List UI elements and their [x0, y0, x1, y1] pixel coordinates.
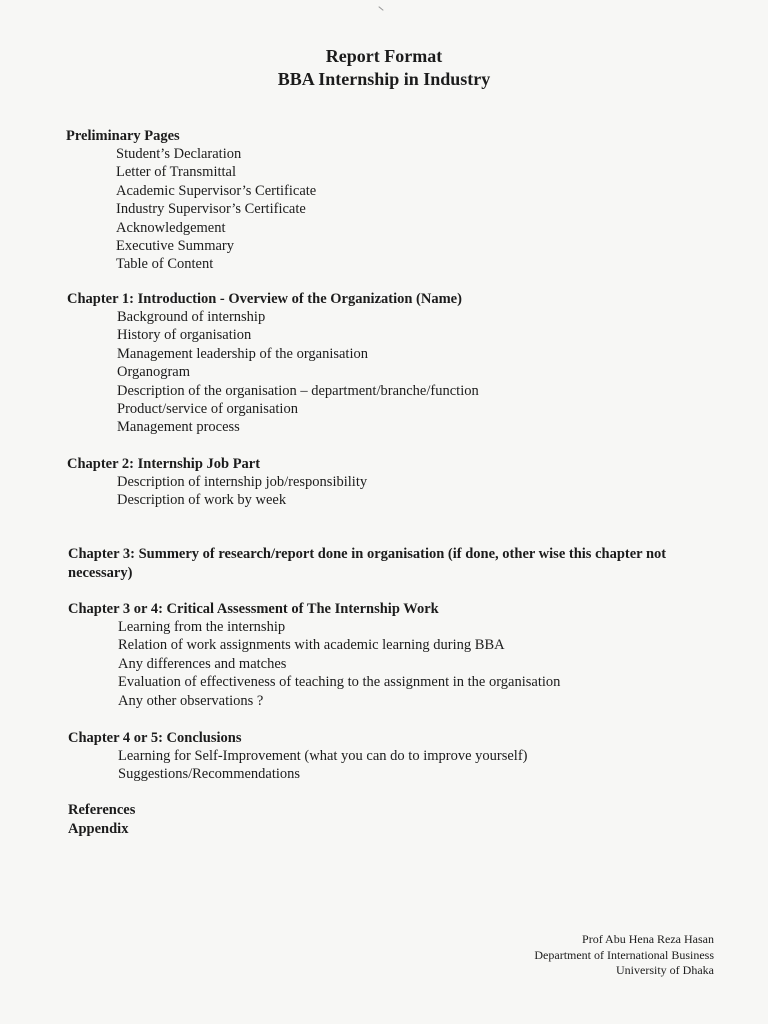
list-item: Learning from the internship [118, 619, 286, 635]
section-heading: Preliminary Pages [66, 128, 180, 144]
section-references [0, 801, 768, 819]
section-heading: Chapter 4 or 5: Conclusions [68, 730, 242, 746]
section-item-list [117, 473, 768, 510]
list-item: History of organisation [117, 327, 252, 344]
list-item: Table of Content [116, 256, 214, 273]
list-item: Description of work by week [117, 492, 287, 509]
list-item: Any other observations ? [118, 692, 264, 709]
section-chapter-3-or-4 [0, 600, 768, 710]
section-chapter-2 [0, 455, 768, 510]
author-university: University of Dhaka [616, 963, 714, 977]
list-item: Acknowledgement [116, 219, 226, 236]
section-item-list [116, 145, 768, 274]
list-item: Organogram [117, 364, 191, 381]
section-heading: References [68, 802, 136, 818]
list-item: Management process [117, 419, 240, 436]
document-subtitle: BBA Internship in Industry [277, 69, 491, 89]
section-item-list [118, 618, 768, 710]
list-item: Industry Supervisor’s Certificate [116, 201, 306, 218]
section-heading: Chapter 1: Introduction - Overview of the Organization (Name) [67, 291, 462, 307]
list-item: Executive Summary [116, 238, 234, 255]
list-item: Academic Supervisor’s Certificate [116, 182, 317, 199]
section-heading: Chapter 3 or 4: Critical Assessment of The Internship Work [68, 601, 439, 617]
list-item: Student’s Declaration [116, 146, 242, 162]
document-title: Report Format [325, 46, 443, 66]
list-item: Background of internship [117, 309, 266, 325]
list-item: Letter of Transmittal [116, 164, 237, 181]
list-item: Learning for Self-Improvement (what you can do to improve yourself) [118, 748, 528, 764]
section-item-list [117, 308, 768, 437]
author-name: Prof Abu Hena Reza Hasan [582, 932, 714, 946]
list-item: Any differences and matches [118, 655, 287, 672]
list-item: Description of internship job/responsibility [117, 474, 368, 490]
section-appendix [0, 820, 768, 838]
section-heading: Appendix [68, 821, 129, 837]
section-chapter-1 [0, 290, 768, 437]
list-item: Description of the organisation – department/branche/function [117, 382, 479, 399]
section-item-list [118, 747, 768, 784]
section-preliminary-pages [0, 127, 768, 274]
section-chapter-3 [0, 545, 768, 583]
list-item: Relation of work assignments with academic learning during BBA [118, 637, 505, 654]
author-department: Department of International Business [534, 947, 714, 962]
scan-mark [378, 6, 383, 11]
list-item: Suggestions/Recommendations [118, 766, 301, 783]
list-item: Product/service of organisation [117, 401, 298, 418]
list-item: Management leadership of the organisation [117, 345, 368, 362]
signature-block [534, 932, 714, 979]
list-item: Evaluation of effectiveness of teaching to the assignment in the organisation [118, 674, 561, 691]
section-chapter-4-or-5 [0, 729, 768, 784]
section-heading: Chapter 2: Internship Job Part [67, 456, 261, 472]
section-heading: Chapter 3: Summery of research/report done in organisation (if done, other wise this chapter not necessary) [68, 546, 667, 581]
